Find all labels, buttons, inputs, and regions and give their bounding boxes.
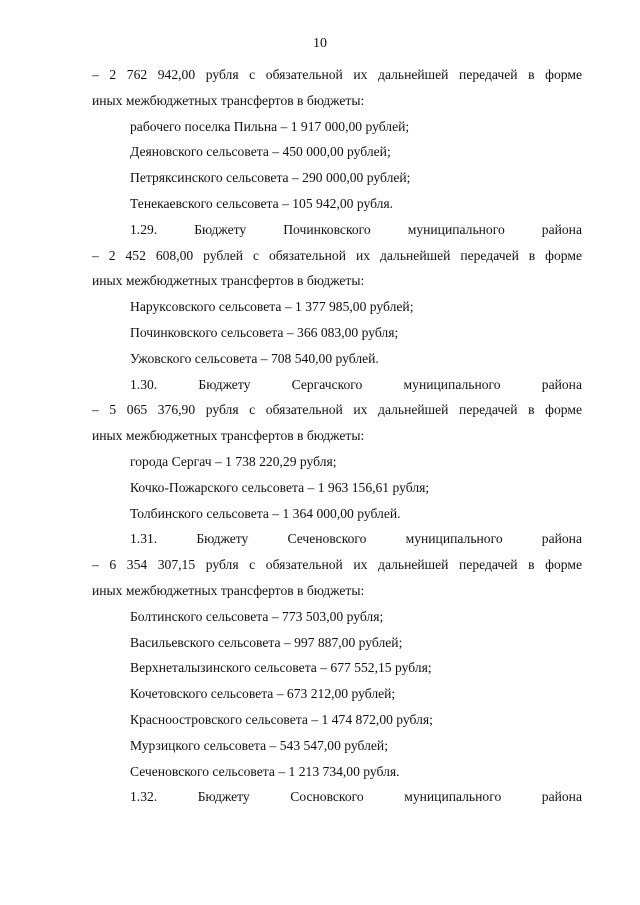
text-line: – 5 065 376,90 рубля с обязательной их дальнейшей передачей в форме (92, 402, 582, 418)
text-line: Болтинского сельсовета – 773 503,00 рубля; (130, 608, 384, 624)
text-line: Тенекаевского сельсовета – 105 942,00 рубля. (130, 195, 394, 211)
text-line: иных межбюджетных трансфертов в бюджеты: (92, 273, 365, 289)
text-line: города Сергач – 1 738 220,29 рубля; (130, 453, 337, 469)
text-line: Верхнеталызинского сельсовета – 677 552,15 рубля; (130, 660, 432, 676)
text-line: Васильевского сельсовета – 997 887,00 рублей; (130, 634, 403, 650)
text-line: Петряксинского сельсовета – 290 000,00 рублей; (130, 170, 411, 186)
text-line: Наруксовского сельсовета – 1 377 985,00 рублей; (130, 299, 414, 315)
text-line: 1.31. Бюджету Сеченовского муниципального района (130, 531, 582, 547)
text-line: Мурзицкого сельсовета – 543 547,00 рублей; (130, 737, 388, 753)
page-number: 10 (313, 36, 327, 51)
text-line: Кочетовского сельсовета – 673 212,00 рублей; (130, 686, 396, 702)
text-line: 1.30. Бюджету Сергачского муниципального района (130, 376, 582, 392)
text-line: Деяновского сельсовета – 450 000,00 рублей; (130, 144, 391, 160)
text-line: иных межбюджетных трансфертов в бюджеты: (92, 582, 365, 598)
text-line: Ужовского сельсовета – 708 540,00 рублей. (130, 350, 379, 366)
text-line: – 6 354 307,15 рубля с обязательной их дальнейшей передачей в форме (92, 557, 582, 573)
text-line: Красноостровского сельсовета – 1 474 872,00 рубля; (130, 711, 433, 727)
text-line: Починковского сельсовета – 366 083,00 рубля; (130, 324, 399, 340)
text-line: Кочко-Пожарского сельсовета – 1 963 156,61 рубля; (130, 479, 430, 495)
text-line: Сеченовского сельсовета – 1 213 734,00 рубля. (130, 763, 400, 779)
text-line: 1.29. Бюджету Починковского муниципального района (130, 221, 582, 237)
text-line: – 2 452 608,00 рублей с обязательной их дальнейшей передачей в форме (92, 247, 582, 263)
document-body (92, 62, 582, 810)
text-line: 1.32. Бюджету Сосновского муниципального района (130, 789, 582, 805)
text-line: иных межбюджетных трансфертов в бюджеты: (92, 92, 365, 108)
text-line: рабочего поселка Пильна – 1 917 000,00 рублей; (130, 118, 410, 134)
text-line: иных межбюджетных трансфертов в бюджеты: (92, 428, 365, 444)
text-line: Толбинского сельсовета – 1 364 000,00 рублей. (130, 505, 401, 521)
text-line: – 2 762 942,00 рубля с обязательной их дальнейшей передачей в форме (92, 67, 582, 82)
